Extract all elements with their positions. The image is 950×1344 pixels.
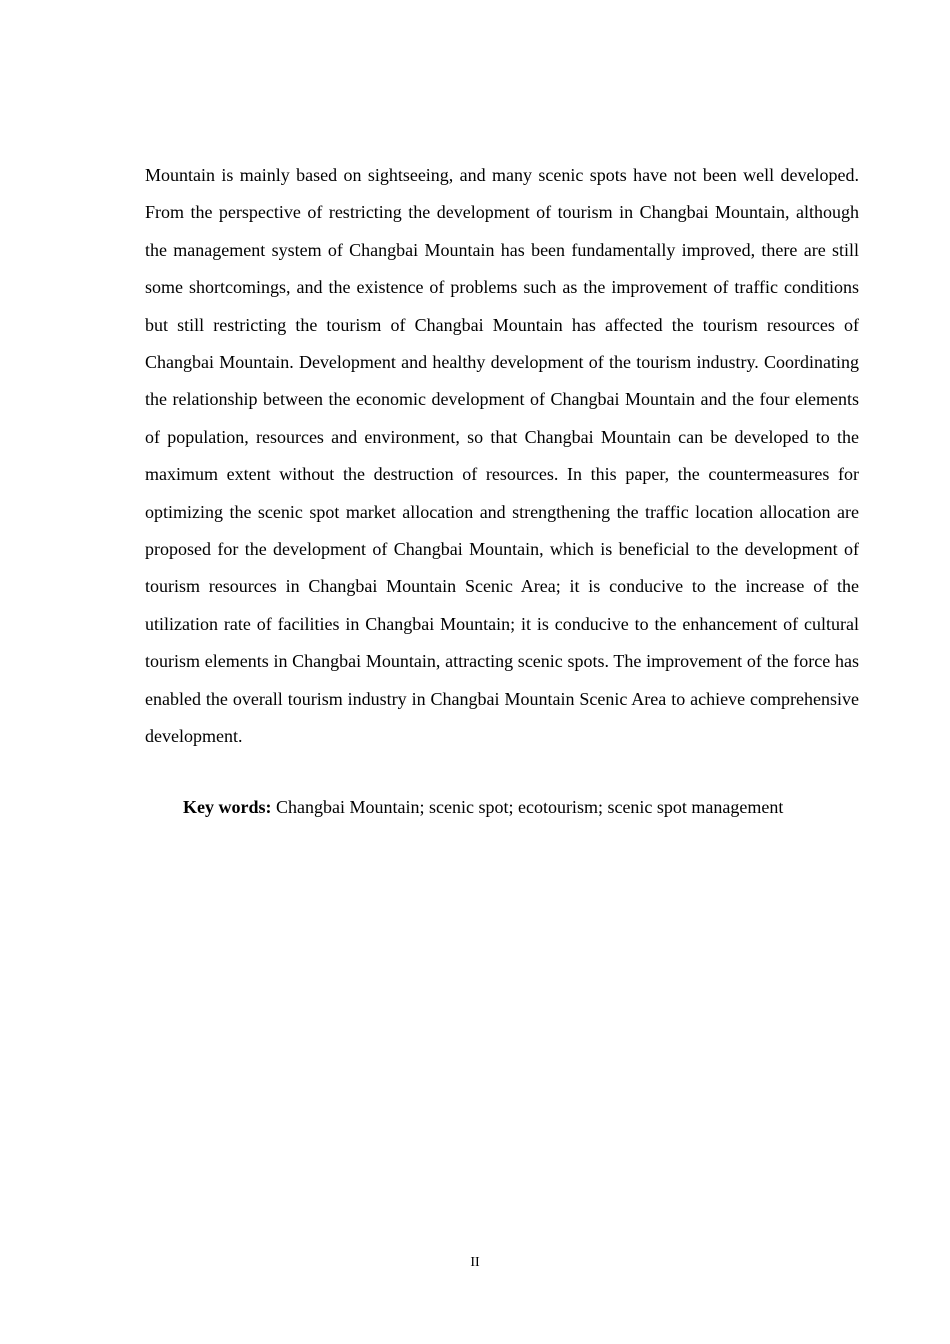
keywords-list: Changbai Mountain; scenic spot; ecotourism; scenic spot management	[271, 797, 784, 817]
abstract-body-paragraph: Mountain is mainly based on sightseeing, and many scenic spots have not been well developed. From the perspective of restricting the development of tourism in Changbai Mountain, although the management system of Changbai Mountain has been fundamentally improved, there are still some shortcomings, and the existence of problems such as the improvement of traffic conditions but still restricting the tourism of Changbai Mountain has affected the tourism resources of Changbai Mountain. Development and healthy development of the tourism industry. Coordinating the relationship between the economic development of Changbai Mountain and the four elements of population, resources and environment, so that Changbai Mountain can be developed to the maximum extent without the destruction of resources. In this paper, the countermeasures for optimizing the scenic spot market allocation and strengthening the traffic location allocation are proposed for the development of Changbai Mountain, which is beneficial to the development of tourism resources in Changbai Mountain Scenic Area; it is conducive to the increase of the utilization rate of facilities in Changbai Mountain; it is conducive to the enhancement of cultural tourism elements in Changbai Mountain, attracting scenic spots. The improvement of the force has enabled the overall tourism industry in Changbai Mountain Scenic Area to achieve comprehensive development.	[145, 165, 859, 747]
keywords-line	[183, 794, 859, 820]
keywords-label: Key words:	[183, 797, 272, 817]
page-number: II	[470, 1255, 480, 1270]
